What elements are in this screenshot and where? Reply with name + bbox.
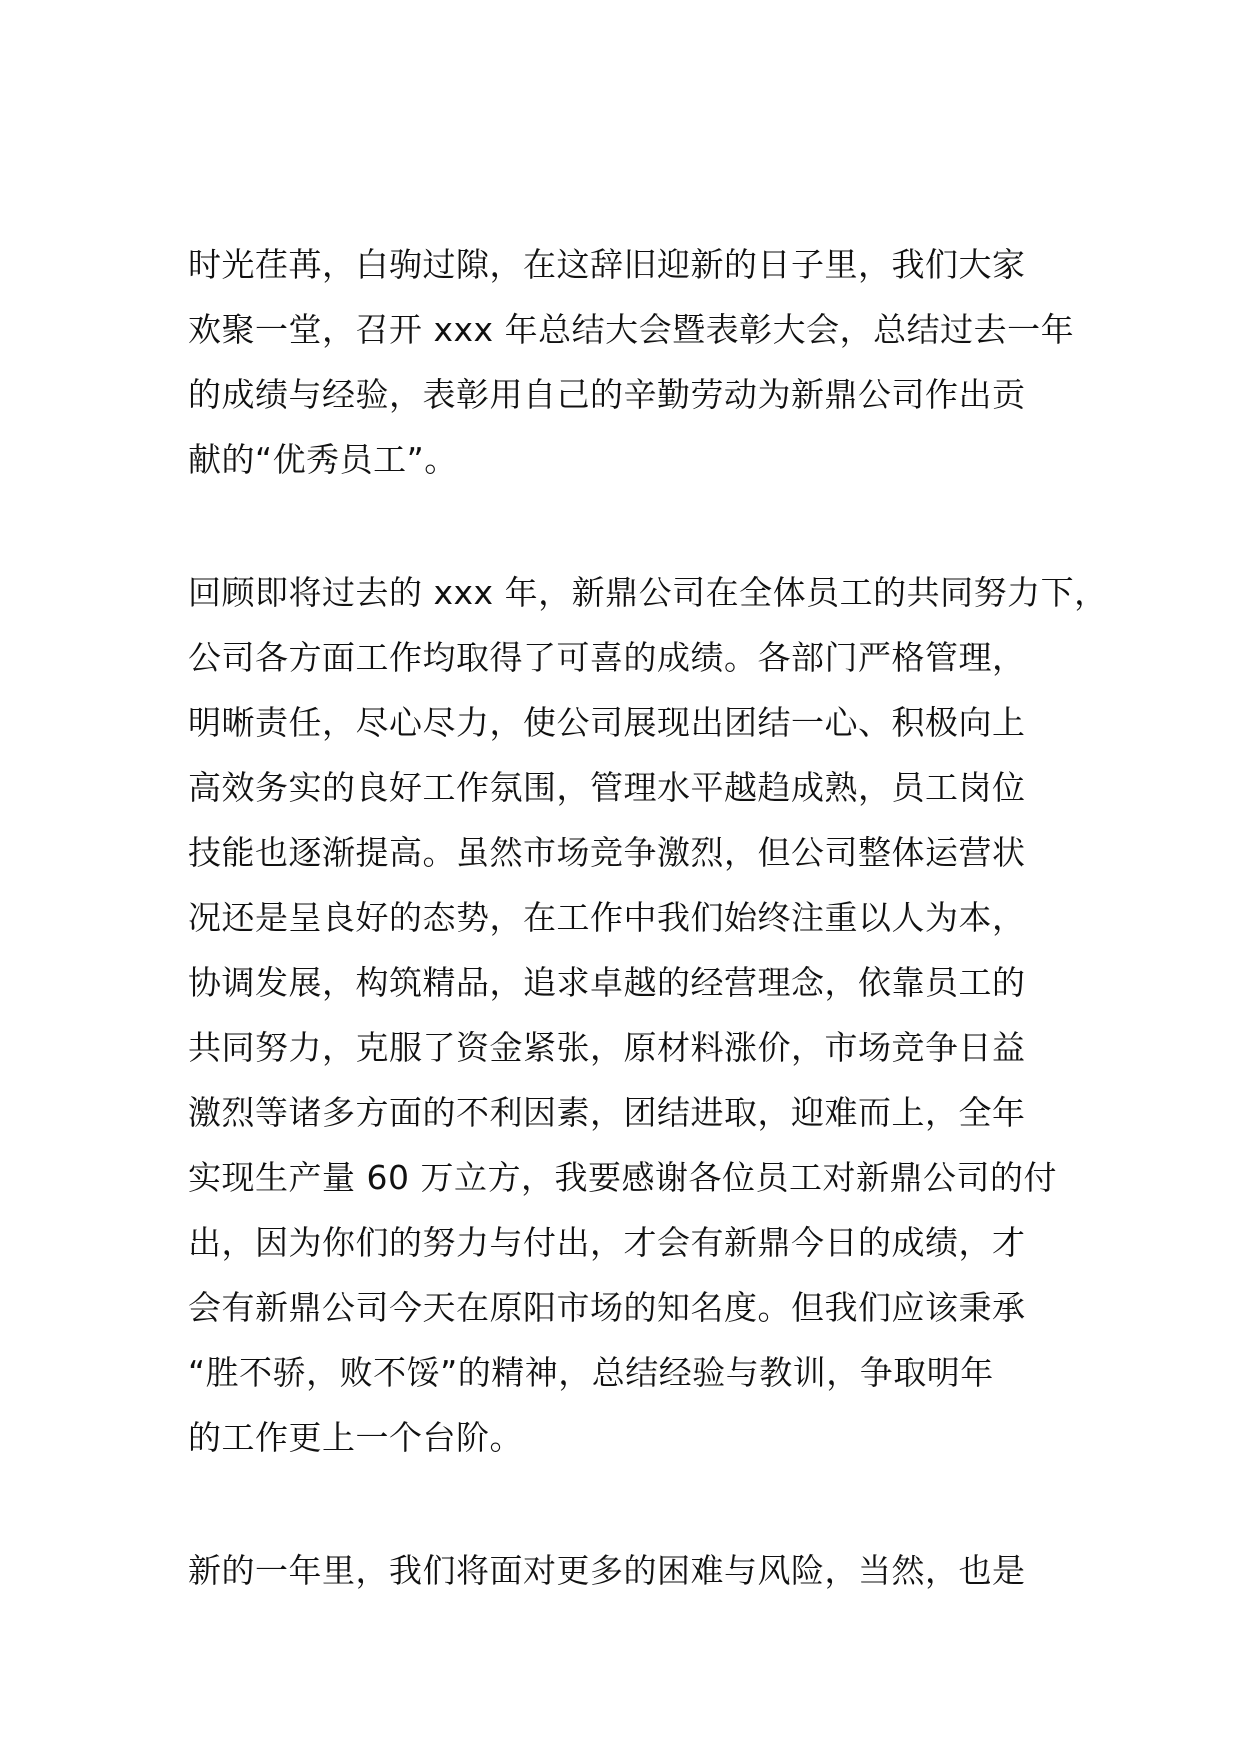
text-line: 技能也逐渐提高。虽然市场竞争激烈，但公司整体运营状 [188, 833, 1026, 872]
text-line: 的成绩与经验，表彰用自己的辛勤劳动为新鼎公司作出贡 [188, 375, 1026, 414]
text-line: 回顾即将过去的 xxx 年，新鼎公司在全体员工的共同努力下， [188, 573, 1108, 612]
text-line: 献的“优秀员工”。 [188, 440, 458, 479]
text-line: 公司各方面工作均取得了可喜的成绩。各部门严格管理， [188, 638, 1026, 677]
paragraph-3 [188, 1538, 1068, 1603]
document-body [188, 232, 1108, 1671]
text-line: 时光荏苒，白驹过隙，在这辞旧迎新的日子里，我们大家 [188, 245, 1026, 284]
text-line: 激烈等诸多方面的不利因素，团结进取，迎难而上，全年 [188, 1093, 1026, 1132]
text-line: 明晰责任，尽心尽力，使公司展现出团结一心、积极向上 [188, 703, 1026, 742]
text-line: “胜不骄，败不馁”的精神，总结经验与教训，争取明年 [188, 1353, 994, 1392]
paragraph-2 [188, 560, 1108, 1470]
text-line: 协调发展，构筑精品，追求卓越的经营理念，依靠员工的 [188, 963, 1026, 1002]
text-line: 会有新鼎公司今天在原阳市场的知名度。但我们应该秉承 [188, 1288, 1026, 1327]
text-line: 出，因为你们的努力与付出，才会有新鼎今日的成绩，才 [188, 1223, 1026, 1262]
text-line: 高效务实的良好工作氛围，管理水平越趋成熟，员工岗位 [188, 768, 1026, 807]
text-line: 新的一年里，我们将面对更多的困难与风险，当然，也是 [188, 1551, 1026, 1590]
text-line: 的工作更上一个台阶。 [188, 1418, 523, 1457]
paragraph-1 [188, 232, 1075, 492]
text-line: 况还是呈良好的态势，在工作中我们始终注重以人为本， [188, 898, 1026, 937]
text-line: 欢聚一堂，召开 xxx 年总结大会暨表彰大会，总结过去一年 [188, 310, 1075, 349]
text-line: 共同努力，克服了资金紧张，原材料涨价，市场竞争日益 [188, 1028, 1026, 1067]
text-line: 实现生产量 60 万立方，我要感谢各位员工对新鼎公司的付 [188, 1158, 1057, 1197]
